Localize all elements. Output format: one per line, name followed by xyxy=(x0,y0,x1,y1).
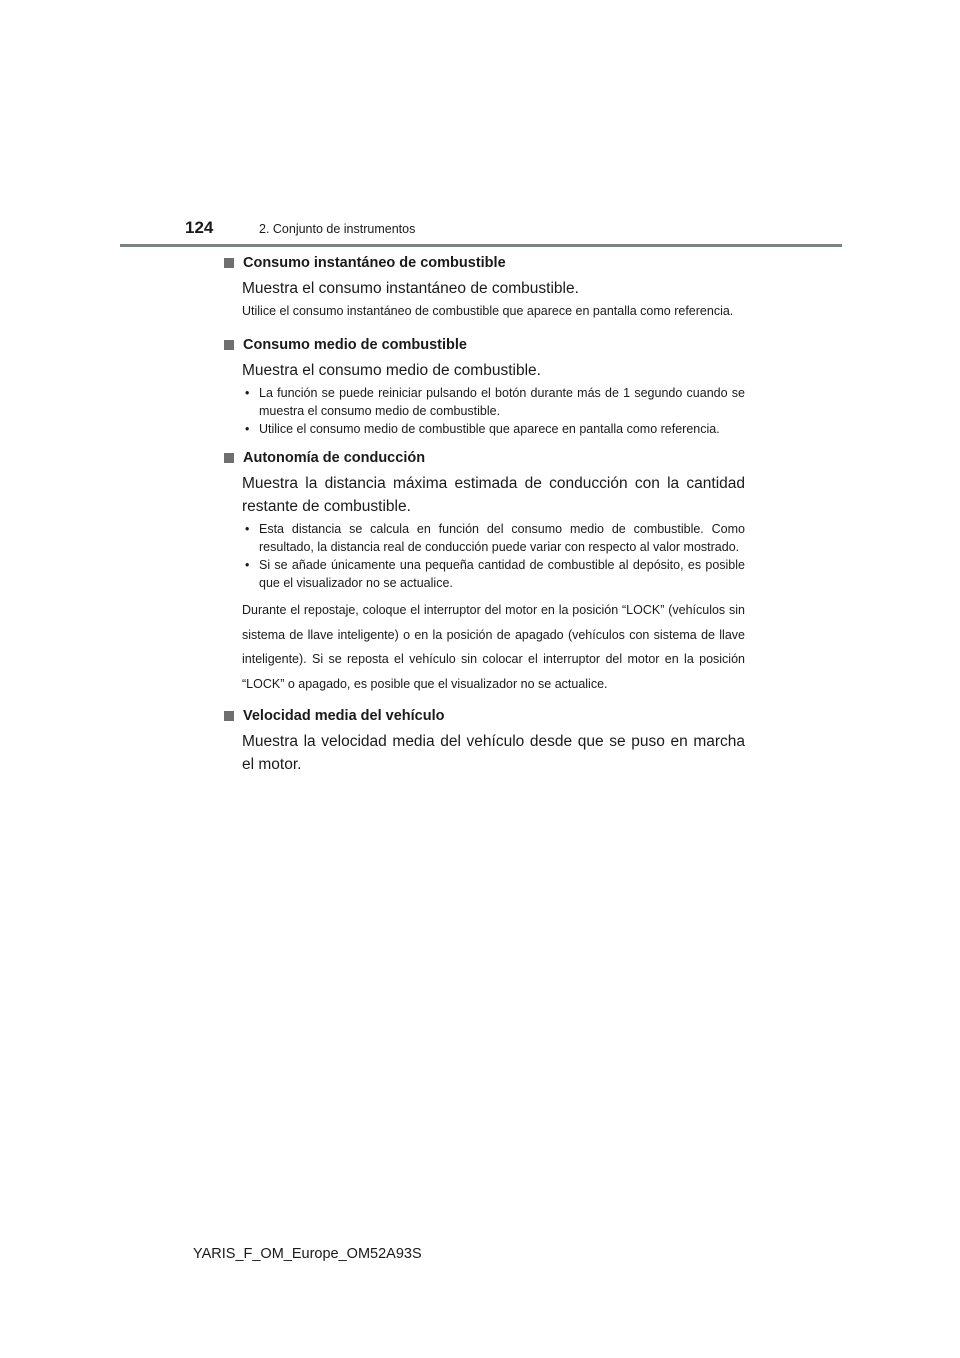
section-lead: Muestra el consumo medio de combustible. xyxy=(242,362,541,379)
section-paragraph: Durante el repostaje, coloque el interruptor del motor en la posición “LOCK” (vehículos sin sistema de llave inteligente) o en la posición de apagado (vehículos con sistema de llave inteligente). Si se reposta el vehículo sin colocar el interruptor del motor en la posición “LOCK” o apagado, es posible que el visualizador no se actualice. xyxy=(242,603,745,691)
square-bullet-icon xyxy=(224,340,234,350)
bullet-dot-icon: • xyxy=(245,522,250,536)
footer-document-code: YARIS_F_OM_Europe_OM52A93S xyxy=(193,1246,422,1262)
square-bullet-icon xyxy=(224,453,234,463)
section-note: Utilice el consumo instantáneo de combustible que aparece en pantalla como referencia. xyxy=(242,304,734,318)
list-item-text: Si se añade únicamente una pequeña cantidad de combustible al depósito, es posible que el visualizador no se actualice. xyxy=(259,558,745,590)
bullet-list xyxy=(242,520,745,592)
bullet-dot-icon: • xyxy=(245,386,250,400)
section-instant-consumption xyxy=(224,252,745,320)
list-item-text: La función se puede reiniciar pulsando el botón durante más de 1 segundo cuando se muestra el consumo medio de combustible. xyxy=(259,386,745,418)
section-lead: Muestra la velocidad media del vehículo desde que se puso en marcha el motor. xyxy=(242,733,745,773)
list-item-text: Esta distancia se calcula en función del consumo medio de combustible. Como resultado, la distancia real de conducción puede variar con respecto al valor mostrado. xyxy=(259,522,745,554)
section-heading xyxy=(224,447,745,469)
list-item xyxy=(242,520,745,556)
section-heading-text: Consumo instantáneo de combustible xyxy=(243,255,506,271)
section-heading xyxy=(224,252,745,274)
bullet-dot-icon: • xyxy=(245,558,250,572)
main-content xyxy=(224,252,745,776)
section-heading xyxy=(224,334,745,356)
section-driving-range xyxy=(224,447,745,696)
list-item xyxy=(242,420,745,438)
section-average-speed xyxy=(224,705,745,776)
section-lead: Muestra la distancia máxima estimada de conducción con la cantidad restante de combustible. xyxy=(242,475,745,515)
section-heading-text: Autonomía de conducción xyxy=(243,450,426,466)
list-item xyxy=(242,556,745,592)
chapter-title: 2. Conjunto de instrumentos xyxy=(259,222,416,236)
section-heading-text: Consumo medio de combustible xyxy=(243,337,467,353)
section-heading xyxy=(224,705,745,727)
section-average-consumption xyxy=(224,334,745,438)
list-item-text: Utilice el consumo medio de combustible que aparece en pantalla como referencia. xyxy=(259,422,720,436)
list-item xyxy=(242,384,745,420)
square-bullet-icon xyxy=(224,711,234,721)
section-lead: Muestra el consumo instantáneo de combustible. xyxy=(242,280,579,297)
page-header xyxy=(120,214,842,248)
header-divider xyxy=(120,244,842,247)
square-bullet-icon xyxy=(224,258,234,268)
page-number: 124 xyxy=(185,218,214,237)
section-heading-text: Velocidad media del vehículo xyxy=(243,708,445,724)
bullet-list xyxy=(242,384,745,438)
bullet-dot-icon: • xyxy=(245,422,250,436)
